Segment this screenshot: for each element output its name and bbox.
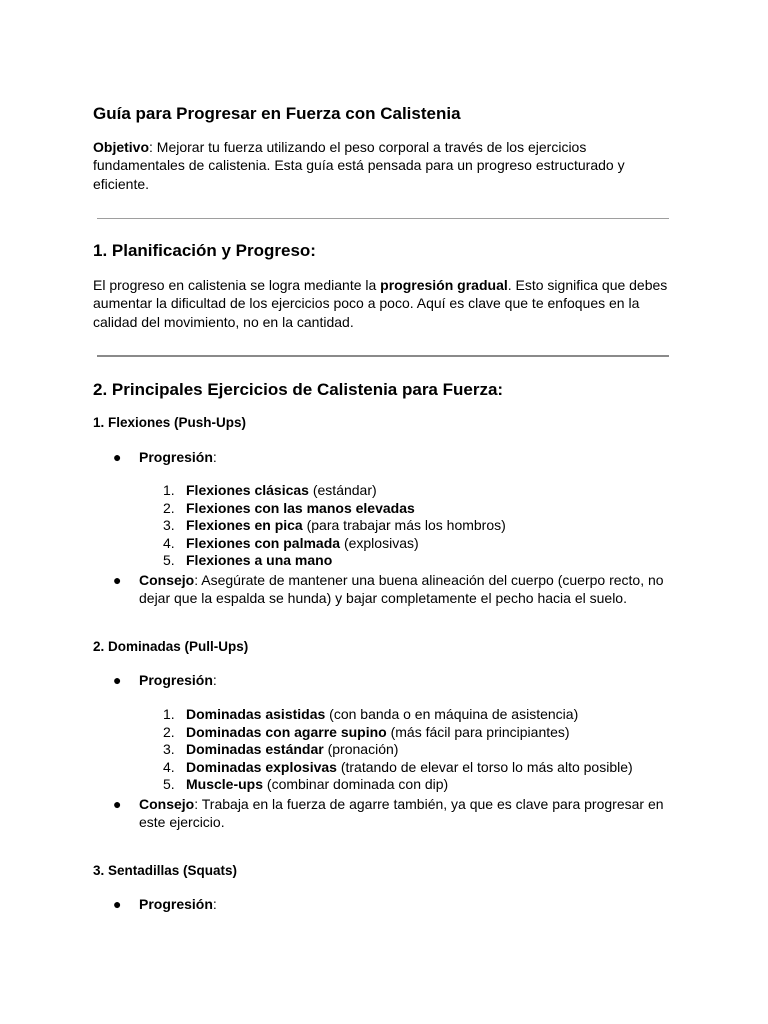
progression-label: Progresión	[139, 449, 213, 465]
section1-bold: progresión gradual	[380, 277, 508, 293]
exercise-title: 1. Flexiones (Push-Ups)	[93, 415, 247, 430]
tip-label: Consejo	[139, 796, 195, 812]
exercise-title: 3. Sentadillas (Squats)	[93, 863, 238, 878]
divider-1	[97, 218, 669, 219]
bullet-icon: ●	[113, 672, 122, 688]
divider-2	[97, 355, 669, 357]
bullet-icon: ●	[113, 572, 122, 588]
progression-label: Progresión	[139, 672, 213, 688]
document-page: Guía para Progresar en Fuerza con Calistenia Objetivo: Mejorar tu fuerza utilizando el peso corporal a través de los ejercicios fundamentales de calistenia. Esta guía está pensada para un progreso estructurado y eficiente. 1. Planificación y Progreso: El progreso en calistenia se logra mediante la progresión gradual. Esto significa que debes aumentar la dificultad de los ejercicios poco a poco. Aquí es clave que te enfoques en la calidad del movimiento, no en la cantidad. 2. Principales Ejercicios de Calistenia para Fuerza: 1. Flexiones (Push-Ups) ● Progresión: 1. Flexiones clásicas (estándar) 2. Flexiones con las manos elevadas 3. Flexiones en pica (para trabajar más los hombros) 4. Flexiones con palmada (explosivas) 5. Flexiones a una mano ● Consejo: Asegúrate de mantener una buena alineación del cuerpo (cuerpo recto, no dejar que la espalda se hunda) y bajar completamente el pecho hacia el suelo. 2. Dominadas (Pull-Ups) ● Progresión: 1. Dominadas asistidas (con banda o en máquina de asistencia) 2. Dominadas con agarre supino (más fácil para principiantes) 3. Dominadas estándar (pronación) 4. Dominadas explosivas (tratando de elevar el torso lo más alto posible) 5. Muscle-ups (combinar dominada con dip) ● Consejo: Trabaja en la fuerza de agarre también, ya que es clave para progresar en este ejercicio. 3. Sentadillas (Squats) ● Progresión:	[0, 0, 768, 1024]
section1-paragraph	[93, 276, 678, 331]
section1-heading: 1. Planificación y Progreso:	[93, 241, 316, 260]
section1-text-before: El progreso en calistenia se logra mediante la	[93, 277, 381, 293]
bullet-icon: ●	[113, 896, 122, 912]
objective-text: : Mejorar tu fuerza utilizando el peso corporal a través de los ejercicios fundamentales de calistenia. Esta guía está pensada para un progreso estructurado y eficiente.	[93, 139, 625, 192]
document-title: Guía para Progresar en Fuerza con Calistenia	[93, 104, 461, 123]
objective-label: Objetivo	[93, 139, 150, 155]
objective-paragraph	[93, 138, 678, 193]
bullet-icon: ●	[113, 449, 122, 465]
section2-heading: 2. Principales Ejercicios de Calistenia para Fuerza:	[93, 380, 504, 399]
tip-text: : Asegúrate de mantener una buena alineación del cuerpo (cuerpo recto, no dejar que la espalda se hunda) y bajar completamente el pecho hacia el suelo.	[139, 572, 664, 606]
tip-label: Consejo	[139, 572, 195, 588]
bullet-icon: ●	[113, 796, 122, 812]
tip-text: : Trabaja en la fuerza de agarre también, ya que es clave para progresar en este ejercicio.	[139, 796, 664, 830]
exercise-title: 2. Dominadas (Pull-Ups)	[93, 639, 249, 654]
progression-label: Progresión	[139, 896, 213, 912]
section1-text-after: . Esto significa que debes aumentar la dificultad de los ejercicios poco a poco. Aquí es clave que te enfoques en la calidad del movimiento, no en la cantidad.	[93, 277, 668, 330]
